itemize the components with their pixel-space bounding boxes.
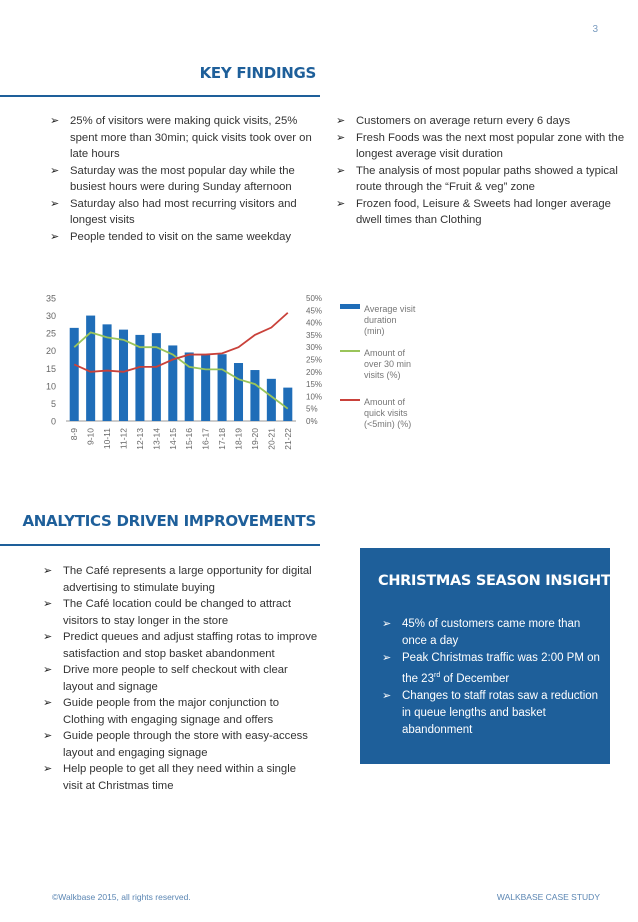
arrow-bullet-icon: ➢: [43, 631, 53, 643]
left-tick-label: 5: [50, 398, 56, 409]
category-label: 10-11: [102, 428, 113, 450]
right-tick-label: 10%: [306, 392, 323, 402]
list-item-text: Customers on average return every 6 days: [356, 115, 571, 127]
arrow-bullet-icon: ➢: [43, 730, 53, 742]
legend-label-line: Amount of: [364, 348, 406, 358]
list-item-text: Predict queues and adjust staffing rotas to improve satisfaction and stop basket abandonment: [63, 631, 318, 660]
christmas-insights-list: [382, 616, 602, 739]
bar: [250, 370, 259, 421]
left-tick-label: 0: [50, 416, 56, 427]
category-label: 14-15: [167, 428, 178, 450]
category-label: 11-12: [118, 428, 129, 450]
list-item: [43, 728, 318, 761]
legend-label-line: duration: [364, 315, 397, 325]
right-tick-label: 40%: [306, 318, 323, 328]
list-item: [43, 629, 318, 662]
arrow-bullet-icon: ➢: [43, 697, 53, 709]
superscript: rd: [433, 672, 441, 679]
bar: [119, 330, 128, 421]
bar: [283, 388, 292, 421]
legend-label: [364, 304, 416, 336]
category-label: 16-17: [200, 428, 211, 450]
category-label: 18-19: [233, 428, 244, 450]
arrow-bullet-icon: ➢: [336, 115, 346, 127]
category-label: 8-9: [69, 428, 80, 441]
category-label: 17-18: [217, 428, 228, 450]
list-item: [43, 596, 318, 629]
left-tick-label: 35: [45, 293, 56, 304]
list-item: [43, 563, 318, 596]
legend-label-line: Average visit: [364, 304, 416, 314]
bar: [86, 316, 95, 421]
arrow-bullet-icon: ➢: [336, 131, 346, 144]
list-item-text: 45% of customers came more than once a day: [402, 618, 581, 647]
right-tick-label: 20%: [306, 367, 323, 377]
list-item: [382, 650, 602, 688]
list-item-text: Guide people from the major conjunction to Clothing with engaging signage and offers: [63, 697, 280, 726]
list-item-text: 25% of visitors were making quick visits, 25% spent more than 30min; quick visits took over on late hours: [70, 115, 312, 160]
left-tick-label: 15: [45, 363, 56, 374]
legend-label-line: over 30 min: [364, 359, 412, 369]
bar: [267, 379, 276, 421]
category-label: 21-22: [282, 428, 293, 450]
text-part: Peak Christmas traffic was 2:00 PM on the 23: [402, 652, 600, 685]
right-tick-label: 25%: [306, 355, 323, 365]
legend-label: [364, 397, 411, 429]
arrow-bullet-icon: ➢: [50, 164, 60, 177]
arrow-bullet-icon: ➢: [50, 197, 60, 210]
christmas-insights-heading: CHRISTMAS SEASON INSIGHTS: [378, 573, 621, 589]
category-label: 19-20: [249, 428, 260, 450]
arrow-bullet-icon: ➢: [336, 164, 346, 177]
category-label: 9-10: [85, 428, 96, 446]
right-tick-label: 35%: [306, 330, 323, 340]
left-tick-label: 10: [45, 381, 56, 392]
list-item-text: [402, 652, 600, 685]
bar: [218, 354, 227, 421]
analytics-heading: ANALYTICS DRIVEN IMPROVEMENTS: [22, 512, 316, 530]
bar: [70, 328, 79, 421]
legend-label: [364, 348, 411, 380]
list-item-text: Saturday also had most recurring visitors and longest visits: [70, 197, 297, 226]
category-label: 12-13: [134, 428, 145, 450]
legend-label-line: (min): [364, 326, 385, 336]
list-item: [43, 695, 318, 728]
list-item: [43, 662, 318, 695]
legend-swatch: [340, 304, 360, 309]
category-label: 13-14: [151, 428, 162, 450]
arrow-bullet-icon: ➢: [382, 689, 392, 702]
category-label: 20-21: [266, 428, 277, 450]
list-item-text: Frozen food, Leisure & Sweets had longer average dwell times than Clothing: [356, 197, 611, 226]
list-item-text: Guide people through the store with easy-access layout and engaging signage: [63, 730, 308, 759]
list-item-text: People tended to visit on the same weekday: [70, 230, 292, 243]
list-item-text: Drive more people to self checkout with clear layout and signage: [63, 664, 288, 693]
arrow-bullet-icon: ➢: [50, 230, 60, 243]
analytics-list: [43, 563, 318, 794]
bar: [185, 352, 194, 421]
arrow-bullet-icon: ➢: [43, 664, 53, 676]
left-tick-label: 30: [45, 311, 56, 322]
analytics-rule: [0, 544, 320, 546]
legend-label-line: quick visits: [364, 408, 408, 418]
key-findings-heading: KEY FINDINGS: [199, 64, 316, 82]
list-item-text: The analysis of most popular paths showed a typical route through the “Fruit & veg” zone: [356, 164, 618, 193]
arrow-bullet-icon: ➢: [50, 115, 60, 127]
arrow-bullet-icon: ➢: [43, 763, 53, 775]
list-item-text: Changes to staff rotas saw a reduction in queue lengths and basket abandonment: [402, 689, 599, 736]
legend-label-line: visits (%): [364, 370, 401, 380]
right-tick-label: 5%: [306, 404, 318, 414]
category-label: 15-16: [184, 428, 195, 450]
text-part: of December: [440, 672, 510, 685]
arrow-bullet-icon: ➢: [382, 652, 392, 664]
list-item-text: The Café location could be changed to attract visitors to stay longer in the store: [63, 598, 291, 627]
left-tick-label: 25: [45, 328, 56, 339]
right-tick-label: 45%: [306, 306, 323, 316]
arrow-bullet-icon: ➢: [382, 618, 392, 630]
right-tick-label: 50%: [306, 294, 323, 303]
list-item: [43, 761, 318, 794]
bar: [103, 324, 112, 421]
list-item-text: Saturday was the most popular day while the busiest hours were during Sunday afternoon: [70, 164, 295, 193]
bar: [234, 363, 243, 421]
list-item-text: Help people to get all they need within a single visit at Christmas time: [63, 763, 296, 792]
christmas-insights-box: [360, 548, 621, 764]
footer-label: WALKBASE CASE STUDY: [496, 892, 600, 902]
footer-copyright: ©Walkbase 2015, all rights reserved.: [52, 892, 191, 902]
right-tick-label: 15%: [306, 380, 323, 390]
legend-label-line: Amount of: [364, 397, 406, 407]
legend-label-line: (<5min) (%): [364, 419, 412, 429]
arrow-bullet-icon: ➢: [43, 565, 53, 577]
list-item: [382, 616, 602, 650]
bar: [201, 354, 210, 421]
arrow-bullet-icon: ➢: [43, 598, 53, 610]
right-tick-label: 0%: [306, 417, 318, 426]
page-number: 3: [592, 24, 598, 35]
arrow-bullet-icon: ➢: [336, 197, 346, 210]
list-item-text: Fresh Foods was the next most popular zone with the longest average visit duration: [356, 131, 625, 160]
left-tick-label: 20: [45, 346, 56, 357]
right-tick-label: 30%: [306, 343, 323, 353]
list-item-text: The Café represents a large opportunity for digital advertising to stimulate buying: [63, 565, 312, 594]
list-item: [382, 688, 602, 739]
